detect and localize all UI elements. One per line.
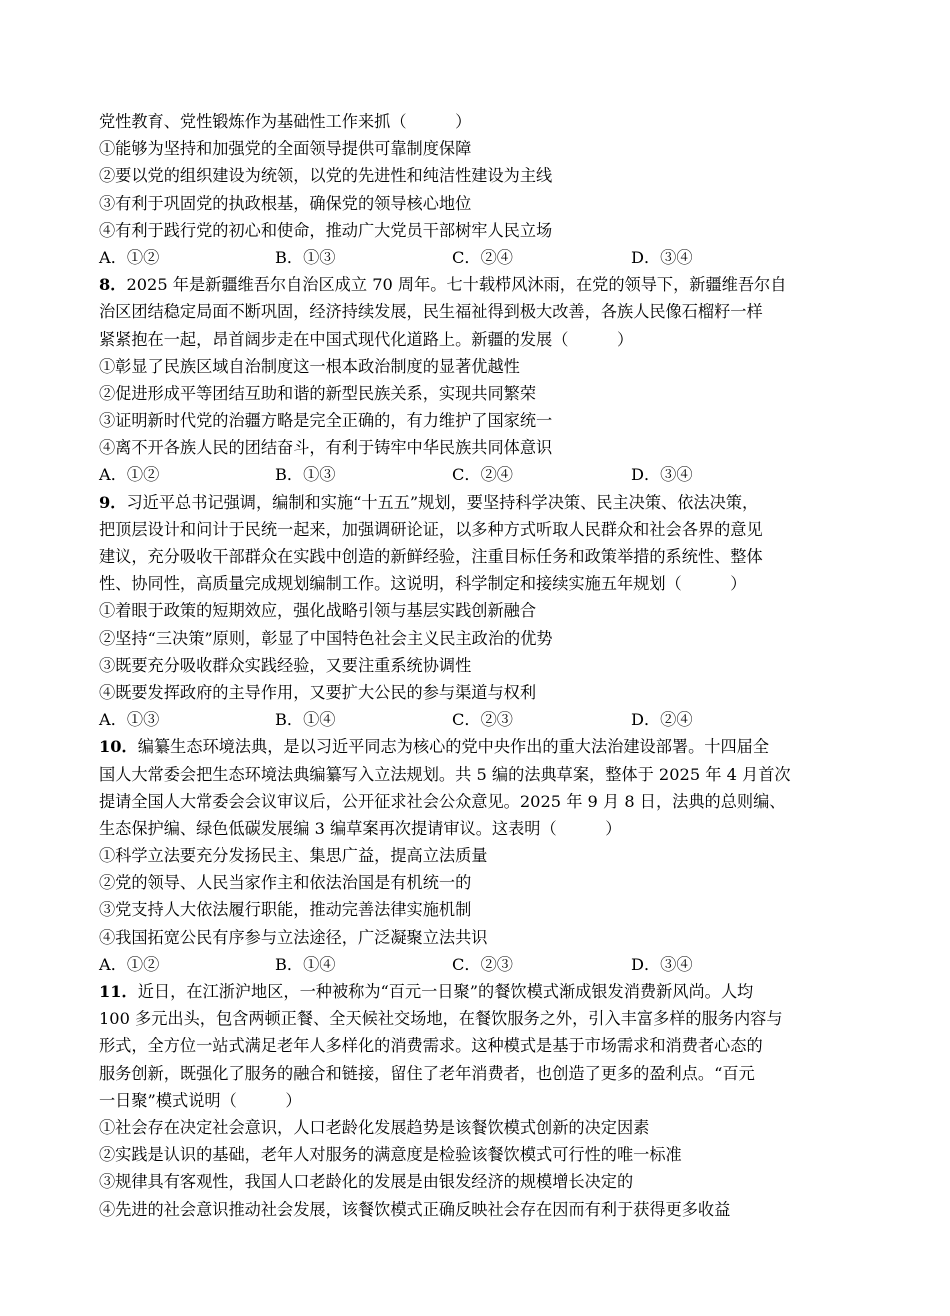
- question-stem-line: 形式，全方位一站式满足老年人多样化的消费需求。这种模式是基于市场需求和消费者心态的: [99, 1036, 763, 1056]
- answer-c[interactable]: C．②③: [452, 710, 513, 730]
- question-stem-line: 建议，充分吸收干部群众在实践中创造的新鲜经验，注重目标任务和政策举措的系统性、整体: [99, 547, 763, 566]
- question-stem-text: 习近平总书记强调，编制和实施“十五五”规划，要坚持科学决策、民主决策、依法决策，: [126, 492, 759, 512]
- question-stem-line: 把顶层设计和问计于民统一起来，加强调研论证，以多种方式听取人民群众和社会各界的意见: [99, 519, 763, 539]
- option-line: ②党的领导、人民当家作主和依法治国是有机统一的: [99, 873, 472, 893]
- question-stem-line: 党性教育、党性锻炼作为基础性工作来抓（ ）: [99, 112, 472, 131]
- question-number: 9．: [99, 492, 127, 512]
- question-stem-text: 近日，在江浙沪地区，一种被称为“百元一日聚”的餐饮模式渐成银发消费新风尚。人均: [137, 982, 754, 1001]
- question-10: [99, 733, 859, 978]
- answer-choices: [99, 244, 859, 271]
- question-stem-line: [99, 489, 859, 516]
- answer-b[interactable]: B．①③: [275, 247, 336, 267]
- answer-choices: [99, 706, 859, 733]
- question-number: 8．: [99, 275, 127, 295]
- option-line: ④离不开各族人民的团结奋斗，有利于铸牢中华民族共同体意识: [99, 438, 553, 458]
- question-7-continued: [99, 108, 859, 271]
- option-line: ①社会存在决定社会意识，人口老龄化发展趋势是该餐饮模式创新的决定因素: [99, 1117, 650, 1137]
- option-line: ②要以党的组织建设为统领，以党的先进性和纯洁性建设为主线: [99, 166, 553, 186]
- question-stem-line: 治区团结稳定局面不断巩固，经济持续发展，民生福祉得到极大改善，各族人民像石榴籽一样: [99, 302, 763, 322]
- option-line: ④有利于践行党的初心和使命，推动广大党员干部树牢人民立场: [99, 220, 553, 240]
- answer-c[interactable]: C．②④: [452, 465, 513, 485]
- answer-b[interactable]: B．①④: [275, 710, 336, 730]
- answer-a[interactable]: A．①②: [99, 247, 160, 267]
- question-stem-line: 100 多元出头，包含两顿正餐、全天候社交场地，在餐饮服务之外，引入丰富多样的服务内容与: [99, 1009, 783, 1029]
- answer-d[interactable]: D．③④: [631, 465, 693, 485]
- option-line: ③既要充分吸收群众实践经验，又要注重系统协调性: [99, 655, 472, 675]
- option-line: ②促进形成平等团结互助和谐的新型民族关系，实现共同繁荣: [99, 383, 537, 403]
- option-line: ①能够为坚持和加强党的全面领导提供可靠制度保障: [99, 139, 472, 159]
- question-stem-line: 提请全国人大常委会会议审议后，公开征求社会公众意见。2025 年 9 月 8 日，法典的总则编、: [99, 791, 786, 811]
- answer-choices: [99, 461, 859, 488]
- option-line: ④既要发挥政府的主导作用，又要扩大公民的参与渠道与权利: [99, 682, 537, 702]
- question-stem-text: 2025 年是新疆维吾尔自治区成立 70 周年。七十载栉风沐雨，在党的领导下，新疆维吾尔自: [126, 275, 787, 295]
- answer-a[interactable]: A．①②: [99, 954, 160, 974]
- question-sheet: [99, 108, 859, 1223]
- answer-c[interactable]: C．②③: [452, 954, 513, 974]
- option-line: ③有利于巩固党的执政根基，确保党的领导核心地位: [99, 193, 472, 213]
- answer-b[interactable]: B．①④: [275, 954, 336, 974]
- answer-c[interactable]: C．②④: [452, 247, 513, 267]
- answer-a[interactable]: A．①②: [99, 465, 160, 485]
- option-line: ②坚持“三决策”原则，彰显了中国特色社会主义民主政治的优势: [99, 628, 553, 648]
- question-stem-line: [99, 978, 859, 1005]
- question-number: 11．: [99, 982, 138, 1001]
- answer-d[interactable]: D．②④: [631, 710, 693, 730]
- option-line: ①科学立法要充分发扬民主、集思广益，提高立法质量: [99, 846, 488, 866]
- option-line: ①着眼于政策的短期效应，强化战略引领与基层实践创新融合: [99, 601, 537, 621]
- question-stem-line: 性、协同性，高质量完成规划编制工作。这说明，科学制定和接续实施五年规划（ ）: [99, 574, 747, 594]
- answer-b[interactable]: B．①③: [275, 465, 336, 485]
- question-stem-line: 生态保护编、绿色低碳发展编 3 编草案再次提请审议。这表明（ ）: [99, 818, 622, 838]
- question-stem-line: 国人大常委会把生态环境法典编纂写入立法规划。共 5 编的法典草案，整体于 2025 年 4 月首次: [99, 764, 791, 784]
- option-line: ①彰显了民族区域自治制度这一根本政治制度的显著优越性: [99, 356, 520, 376]
- answer-choices: [99, 951, 859, 978]
- question-8: [99, 271, 859, 489]
- answer-a[interactable]: A．①③: [99, 710, 160, 730]
- question-stem-text: 编纂生态环境法典，是以习近平同志为核心的党中央作出的重大法治建设部署。十四届全: [137, 737, 770, 757]
- answer-d[interactable]: D．③④: [631, 954, 693, 974]
- option-line: ③党支持人大依法履行职能，推动完善法律实施机制: [99, 900, 472, 920]
- question-stem-line: 服务创新，既强化了服务的融合和链接，留住了老年消费者，也创造了更多的盈利点。“百元: [99, 1063, 755, 1083]
- option-line: ④我国拓宽公民有序参与立法途径，广泛凝聚立法共识: [99, 927, 488, 947]
- option-line: ④先进的社会意识推动社会发展，该餐饮模式正确反映社会存在因而有利于获得更多收益: [99, 1199, 731, 1219]
- answer-d[interactable]: D．③④: [631, 247, 693, 267]
- question-stem-line: [99, 271, 859, 298]
- option-line: ②实践是认识的基础，老年人对服务的满意度是检验该餐饮模式可行性的唯一标准: [99, 1145, 682, 1165]
- question-9: [99, 489, 859, 734]
- option-line: ③证明新时代党的治疆方略是完全正确的，有力维护了国家统一: [99, 411, 553, 431]
- question-stem-line: 紧紧抱在一起，昂首阔步走在中国式现代化道路上。新疆的发展（ ）: [99, 329, 634, 349]
- question-11: [99, 978, 859, 1223]
- question-stem-line: [99, 733, 859, 760]
- question-number: 10．: [99, 737, 138, 757]
- question-stem-line: 一日聚”模式说明（ ）: [99, 1090, 302, 1110]
- option-line: ③规律具有客观性，我国人口老龄化的发展是由银发经济的规模增长决定的: [99, 1172, 634, 1192]
